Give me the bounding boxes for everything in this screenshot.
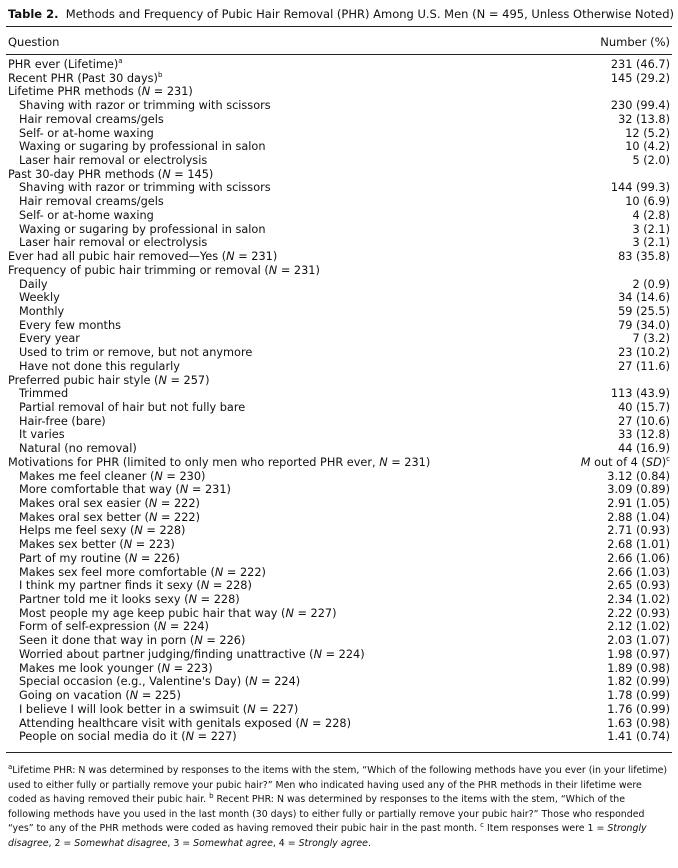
row-sample-size: N = 223)	[161, 661, 213, 675]
table-row	[8, 278, 670, 292]
row-value-text: 1.41 (0.74)	[607, 730, 670, 744]
table-row	[8, 332, 670, 346]
table-row	[8, 154, 670, 168]
row-value	[611, 181, 670, 195]
row-label-text: Part of my routine (	[19, 551, 129, 565]
row-label	[19, 552, 180, 566]
row-value-text: 2.66 (1.03)	[607, 565, 670, 579]
column-header-number: Number (%)	[600, 35, 670, 49]
row-value	[607, 662, 670, 676]
table-row	[8, 497, 670, 511]
row-label-text: Past 30-day PHR methods (	[8, 167, 163, 181]
row-label	[8, 456, 430, 470]
row-label-text: Self- or at-home waxing	[19, 208, 154, 222]
row-value	[607, 620, 670, 634]
table-row	[8, 72, 670, 86]
row-value	[607, 607, 670, 621]
row-label-text: Self- or at-home waxing	[19, 126, 154, 140]
row-label	[19, 634, 245, 648]
row-value-text: 1.63 (0.98)	[607, 716, 670, 730]
row-value-text: 27 (10.6)	[618, 414, 670, 428]
table-header	[8, 34, 670, 50]
footnote-c-text: Item responses were 1 =	[486, 823, 608, 834]
table-row	[8, 579, 670, 593]
row-sample-size: N = 226)	[128, 551, 180, 565]
row-value	[618, 401, 670, 415]
table-row	[8, 415, 670, 429]
row-value	[607, 511, 670, 525]
row-value-text: 1.78 (0.99)	[607, 689, 670, 703]
row-label-text: It varies	[19, 428, 65, 442]
row-label-text: Worried about partner judging/finding unattractive (	[19, 647, 314, 661]
table-row	[8, 524, 670, 538]
row-value	[632, 223, 670, 237]
row-label-text: Makes oral sex easier (	[19, 497, 149, 510]
row-label-text: Hair-free (bare)	[19, 414, 106, 428]
row-sample-size: N = 222)	[148, 497, 200, 510]
table-row	[8, 689, 670, 703]
table-row	[8, 483, 670, 497]
row-value	[618, 113, 670, 127]
row-label-text: Most people my age keep pubic hair that way (	[19, 606, 286, 620]
row-value-text: 1.98 (0.97)	[607, 647, 670, 661]
row-value-text: 2.88 (1.04)	[607, 510, 670, 524]
row-value-text: 7 (3.2)	[632, 332, 670, 346]
row-label-text: Laser hair removal or electrolysis	[19, 154, 208, 168]
table-row	[8, 127, 670, 141]
row-label-text: Have not done this regularly	[19, 359, 180, 373]
row-value-text: 3.12 (0.84)	[607, 469, 670, 483]
row-label	[19, 538, 175, 552]
row-footnote-mark: a	[118, 57, 123, 66]
row-label	[19, 607, 337, 621]
row-sample-size: N = 228)	[188, 593, 240, 607]
row-label-text: Makes oral sex better (	[19, 510, 149, 524]
row-value-text: 59 (25.5)	[618, 304, 670, 318]
table-row	[8, 470, 670, 484]
table-row	[8, 730, 670, 744]
row-sample-size: N = 228)	[200, 579, 252, 593]
row-label	[19, 278, 48, 292]
row-label	[19, 470, 205, 484]
row-label	[19, 566, 266, 580]
table-caption	[8, 6, 674, 22]
row-label-text: Every few months	[19, 318, 122, 332]
row-value-text: 113 (43.9)	[610, 387, 670, 401]
footnotes	[8, 764, 670, 851]
row-label	[19, 593, 240, 607]
table-row	[8, 675, 670, 689]
table-row	[8, 717, 670, 731]
row-label-text: Monthly	[19, 304, 65, 318]
row-value-text: 2 (0.9)	[632, 277, 670, 291]
table-row	[8, 168, 670, 182]
table-row	[8, 620, 670, 634]
row-value	[611, 387, 670, 401]
row-value	[618, 415, 670, 429]
row-label	[19, 689, 181, 703]
row-value-text: 83 (35.8)	[618, 250, 670, 264]
table-row	[8, 346, 670, 360]
row-label-text: Hair removal creams/gels	[19, 112, 164, 126]
row-label-text: Form of self-expression (	[19, 620, 158, 634]
row-label-text: Makes me look younger (	[19, 661, 162, 675]
column-header-question: Question	[8, 35, 60, 49]
row-label	[19, 442, 137, 456]
row-label-text: Partner told me it looks sexy (	[19, 593, 189, 607]
row-value	[607, 470, 670, 484]
row-label	[19, 127, 154, 141]
row-label-text: PHR ever (Lifetime)	[8, 58, 119, 71]
row-label-text: Lifetime PHR methods (	[8, 85, 142, 99]
row-label-text: Shaving with razor or trimming with scissors	[19, 99, 271, 113]
row-label	[8, 374, 210, 388]
row-label	[19, 620, 209, 634]
footnote-c-sep-1: , 2 =	[48, 837, 75, 849]
row-value	[607, 497, 670, 511]
row-value-text: 44 (16.9)	[618, 442, 670, 456]
row-label	[19, 154, 207, 168]
table-row	[8, 209, 670, 223]
row-value	[625, 195, 670, 209]
table-row	[8, 607, 670, 621]
row-label-text: Shaving with razor or trimming with scissors	[19, 181, 271, 195]
row-value-text: 10 (4.2)	[625, 140, 670, 154]
table-row	[8, 195, 670, 209]
row-label-text: I believe I will look better in a swimsuit (	[19, 702, 248, 716]
row-sample-size: N = 224)	[157, 620, 209, 634]
row-label	[19, 387, 68, 401]
footnote-c-strongly-agree: Strongly agree	[298, 837, 368, 849]
row-label	[19, 675, 300, 689]
row-label-text: Partial removal of hair but not fully bare	[19, 400, 246, 414]
table-row	[8, 456, 670, 470]
footnote-b-mark: b	[209, 791, 214, 800]
row-sample-size: N = 230)	[154, 469, 206, 483]
row-value-text: 3 (2.1)	[632, 222, 670, 236]
row-label	[19, 497, 200, 511]
row-value-text: 10 (6.9)	[625, 195, 670, 209]
row-label-text: Hair removal creams/gels	[19, 195, 164, 209]
row-label-text: Seen it done that way in porn (	[19, 634, 195, 648]
row-value-text: 34 (14.6)	[618, 291, 670, 305]
row-label-text: Used to trim or remove, but not anymore	[19, 346, 253, 360]
row-value-text: 2.03 (1.07)	[607, 634, 670, 648]
row-value	[607, 703, 670, 717]
footnote-c-sep-2: , 3 =	[167, 837, 194, 849]
row-value-text: 2.68 (1.01)	[607, 538, 670, 552]
table-row	[8, 181, 670, 195]
row-value	[607, 717, 670, 731]
row-footnote-mark: b	[157, 70, 163, 79]
row-label	[8, 250, 277, 264]
row-value-text: 1.82 (0.99)	[607, 675, 670, 689]
row-label	[19, 181, 271, 195]
row-label-text: Special occasion (e.g., Valentine's Day) (	[19, 675, 250, 689]
row-label-text: Natural (no removal)	[19, 442, 137, 456]
row-label	[8, 264, 320, 278]
row-label	[8, 85, 193, 99]
row-value-text: 3 (2.1)	[632, 236, 670, 250]
row-value-text: 1.89 (0.98)	[607, 661, 670, 675]
row-label	[8, 58, 123, 72]
row-sample-size: N = 231)	[268, 263, 320, 277]
row-label-text: Laser hair removal or electrolysis	[19, 236, 208, 250]
row-sample-size: N = 227)	[185, 730, 237, 744]
row-label	[19, 195, 164, 209]
table-row	[8, 113, 670, 127]
row-label	[19, 648, 365, 662]
row-value-text: 12 (5.2)	[625, 126, 670, 140]
row-value-text: 79 (34.0)	[618, 318, 670, 332]
row-value-text: 231 (46.7)	[610, 58, 670, 71]
footnote-c-somewhat-disagree: Somewhat disagree	[74, 837, 168, 849]
row-value	[607, 634, 670, 648]
row-label-text: Makes sex better (	[19, 538, 124, 552]
row-value-text: 2.91 (1.05)	[607, 497, 670, 510]
row-label	[19, 223, 266, 237]
table-row	[8, 58, 670, 72]
row-label-text: More comfortable that way (	[19, 483, 180, 497]
row-label-text: Ever had all pubic hair removed—Yes (	[8, 250, 227, 264]
row-value-text: 5 (2.0)	[632, 154, 670, 168]
row-value-text: 144 (99.3)	[610, 181, 670, 195]
row-value	[611, 72, 670, 86]
table-row	[8, 538, 670, 552]
footnote-c-sep-3: , 4 =	[272, 837, 299, 849]
footnote-b-text: Recent PHR: N was determined by responses to the items with the stem, “Which of the following methods have you used in the last month (30 days) to either fully or partially remove your pubic hair?” Those who responded “yes” to any of the PHR methods were coded as having removed their pubic hair in the past month.	[8, 794, 645, 834]
table-row	[8, 552, 670, 566]
table-row	[8, 511, 670, 525]
row-label	[19, 579, 252, 593]
footnote-c-somewhat-agree: Somewhat agree	[193, 837, 273, 849]
row-label	[19, 319, 121, 333]
row-label	[19, 209, 154, 223]
row-value-text: 27 (11.6)	[618, 359, 670, 373]
row-label	[8, 168, 213, 182]
footnote-a-mark: a	[8, 762, 13, 771]
row-label	[19, 236, 207, 250]
row-label	[19, 346, 252, 360]
row-value	[607, 730, 670, 744]
row-label	[19, 401, 245, 415]
table-row	[8, 250, 670, 264]
row-label-text: Makes sex feel more comfortable (	[19, 565, 215, 579]
table-label: Table 2.	[8, 7, 59, 21]
row-value	[632, 154, 670, 168]
table-row	[8, 387, 670, 401]
row-label	[19, 415, 106, 429]
footnote-a-b	[8, 764, 670, 851]
row-sample-size: N = 228)	[134, 524, 186, 538]
row-value	[632, 278, 670, 292]
row-label	[19, 332, 80, 346]
row-value-footnote-mark: c	[666, 455, 670, 464]
row-value-text: 4 (2.8)	[632, 208, 670, 222]
row-value	[618, 319, 670, 333]
row-value-text: 145 (29.2)	[610, 71, 670, 85]
row-label-text: Makes me feel cleaner (	[19, 469, 155, 483]
row-value-text: 40 (15.7)	[618, 400, 670, 414]
row-value	[618, 250, 670, 264]
table-row	[8, 401, 670, 415]
table-row	[8, 305, 670, 319]
row-label-text: Motivations for PHR (limited to only men who reported PHR ever,	[8, 455, 380, 469]
row-label-text: Going on vacation (	[19, 689, 130, 703]
row-value	[607, 552, 670, 566]
row-value	[625, 140, 670, 154]
row-label	[19, 703, 298, 717]
top-rule	[6, 26, 672, 27]
table-row	[8, 319, 670, 333]
row-sample-size: N = 226)	[194, 634, 246, 648]
row-value	[607, 524, 670, 538]
row-label-text: Preferred pubic hair style (	[8, 373, 159, 387]
row-value	[607, 566, 670, 580]
row-label-text: Frequency of pubic hair trimming or removal (	[8, 263, 269, 277]
row-label	[19, 662, 213, 676]
row-sample-size: N = 231)	[226, 250, 278, 264]
table-row	[8, 634, 670, 648]
row-value	[618, 305, 670, 319]
row-value	[632, 236, 670, 250]
row-label-text: People on social media do it (	[19, 730, 186, 744]
table-row	[8, 703, 670, 717]
row-label-text: Attending healthcare visit with genitals exposed (	[19, 716, 300, 730]
row-label-text: Every year	[19, 332, 80, 346]
table-row	[8, 360, 670, 374]
row-sample-size: N = 257)	[158, 373, 210, 387]
row-value-text: 2.34 (1.02)	[607, 593, 670, 607]
row-value	[625, 127, 670, 141]
bottom-rule	[6, 752, 672, 753]
row-value-text: M out of 4 (SD)	[580, 455, 667, 469]
row-sample-size: N = 225)	[129, 689, 181, 703]
row-value	[611, 58, 670, 72]
row-value	[607, 675, 670, 689]
row-sample-size: N = 222)	[214, 565, 266, 579]
footnote-c-end: .	[367, 837, 371, 849]
row-value	[618, 442, 670, 456]
row-label	[19, 524, 185, 538]
row-label	[19, 305, 64, 319]
row-value-text: 2.66 (1.06)	[607, 551, 670, 565]
table-row	[8, 223, 670, 237]
row-value-text: 33 (12.8)	[618, 428, 670, 442]
row-sample-size: N = 231)	[141, 85, 193, 99]
row-label	[19, 360, 180, 374]
table-row	[8, 566, 670, 580]
row-label-text: Helps me feel sexy (	[19, 524, 135, 538]
row-label	[19, 140, 266, 154]
row-value	[607, 483, 670, 497]
row-value	[607, 593, 670, 607]
table-row	[8, 662, 670, 676]
table-row	[8, 374, 670, 388]
table-row	[8, 428, 670, 442]
row-sample-size: N = 228)	[299, 716, 351, 730]
row-value	[581, 456, 670, 470]
row-label	[19, 99, 271, 113]
footnote-a-text: Lifetime PHR: N was determined by responses to the items with the stem, “Which of the following methods have you ever (in your lifetime) used to either fully or partially remove your pubic hair?” Men who indicated having used any of the PHR methods in their lifetime were coded as having removed their pubic hair.	[8, 765, 668, 805]
table-row	[8, 85, 670, 99]
table-row	[8, 648, 670, 662]
row-label-text: Trimmed	[19, 387, 69, 401]
row-label	[8, 72, 162, 86]
row-label	[19, 511, 200, 525]
row-value	[618, 360, 670, 374]
row-label	[19, 291, 60, 305]
table-row	[8, 264, 670, 278]
row-value	[632, 332, 670, 346]
row-label-text: Weekly	[19, 291, 60, 305]
row-label-text: Recent PHR (Past 30 days)	[8, 71, 158, 85]
row-value	[611, 99, 670, 113]
row-value	[607, 579, 670, 593]
row-value-text: 32 (13.8)	[618, 112, 670, 126]
table-title: Methods and Frequency of Pubic Hair Removal (PHR) Among U.S. Men (N = 495, Unless Otherwise Noted)	[65, 7, 674, 21]
table-row	[8, 99, 670, 113]
row-sample-size: N = 145)	[162, 167, 214, 181]
row-label-text: Waxing or sugaring by professional in salon	[19, 222, 266, 236]
row-label	[19, 730, 237, 744]
row-value	[607, 689, 670, 703]
row-sample-size: N = 227)	[285, 606, 337, 620]
row-value-text: 2.12 (1.02)	[607, 620, 670, 634]
header-rule	[6, 54, 672, 55]
row-value	[632, 209, 670, 223]
row-sample-size: N = 224)	[313, 647, 365, 661]
row-value-text: 2.71 (0.93)	[607, 524, 670, 538]
row-value	[618, 428, 670, 442]
row-label-text: I think my partner finds it sexy (	[19, 579, 201, 593]
row-value-text: 2.22 (0.93)	[607, 606, 670, 620]
table-row	[8, 442, 670, 456]
table-row	[8, 593, 670, 607]
row-label-text: Daily	[19, 277, 48, 291]
table-row	[8, 140, 670, 154]
row-sample-size: N = 224)	[249, 675, 301, 689]
footnote-c-mark: c	[480, 820, 484, 829]
row-value-text: 3.09 (0.89)	[607, 483, 670, 497]
row-sample-size: N = 222)	[148, 510, 201, 524]
table-body	[8, 58, 670, 744]
row-label	[19, 717, 351, 731]
row-value-text: 23 (10.2)	[618, 346, 670, 360]
row-sample-size: N = 227)	[247, 702, 299, 716]
table-row	[8, 291, 670, 305]
row-sample-size: N = 231)	[179, 483, 231, 497]
row-value	[618, 291, 670, 305]
row-value-text: 1.76 (0.99)	[607, 702, 670, 716]
row-label	[19, 428, 65, 442]
table-row	[8, 236, 670, 250]
row-value	[607, 538, 670, 552]
row-value-text: 2.65 (0.93)	[607, 579, 670, 593]
row-value-text: 230 (99.4)	[610, 99, 670, 113]
row-label	[19, 483, 231, 497]
row-sample-size: N = 231)	[379, 455, 431, 469]
row-label	[19, 113, 164, 127]
row-label-text: Waxing or sugaring by professional in salon	[19, 140, 266, 154]
row-value	[618, 346, 670, 360]
row-sample-size: N = 223)	[123, 538, 175, 552]
row-value	[607, 648, 670, 662]
footnote-c-strongly-disagree: Strongly disagree	[8, 823, 647, 849]
